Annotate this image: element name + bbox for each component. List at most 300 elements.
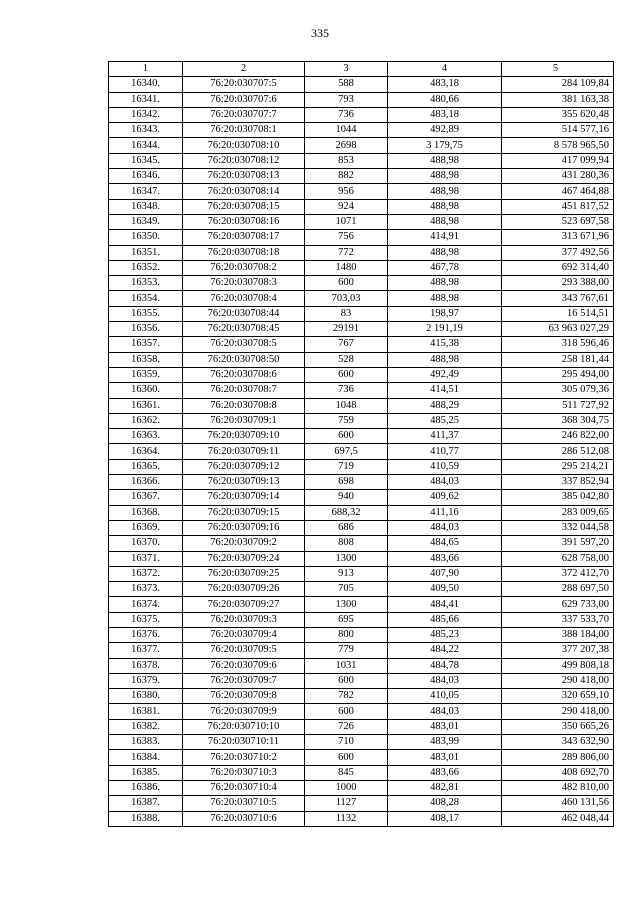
table-body	[109, 77, 614, 827]
row-number-cell: 16353.	[109, 276, 183, 291]
row-number-cell: 16362.	[109, 413, 183, 428]
area-cell: 1480	[305, 260, 388, 275]
cadastral-number-cell: 76:20:030709:1	[183, 413, 305, 428]
page-number: 335	[311, 26, 329, 40]
cadastral-number-cell: 76:20:030708:8	[183, 398, 305, 413]
value-cell: 332 044,58	[502, 520, 614, 535]
area-cell: 793	[305, 92, 388, 107]
value-cell: 343 767,61	[502, 291, 614, 306]
row-number-cell: 16341.	[109, 92, 183, 107]
value-cell: 258 181,44	[502, 352, 614, 367]
rate-cell: 492,89	[388, 123, 502, 138]
rate-cell: 488,98	[388, 199, 502, 214]
cadastral-number-cell: 76:20:030709:25	[183, 566, 305, 581]
cadastral-number-cell: 76:20:030708:50	[183, 352, 305, 367]
cadastral-number-cell: 76:20:030708:17	[183, 230, 305, 245]
rate-cell: 483,18	[388, 107, 502, 122]
rate-cell: 409,50	[388, 582, 502, 597]
area-cell: 1071	[305, 214, 388, 229]
table-row	[109, 704, 614, 719]
area-cell: 29191	[305, 322, 388, 337]
area-cell: 600	[305, 673, 388, 688]
value-cell: 290 418,00	[502, 704, 614, 719]
value-cell: 63 963 027,29	[502, 322, 614, 337]
rate-cell: 415,38	[388, 337, 502, 352]
cadastral-number-cell: 76:20:030709:6	[183, 658, 305, 673]
value-cell: 629 733,00	[502, 597, 614, 612]
rate-cell: 483,01	[388, 719, 502, 734]
value-cell: 288 697,50	[502, 582, 614, 597]
area-cell: 588	[305, 77, 388, 92]
area-cell: 600	[305, 276, 388, 291]
value-cell: 286 512,08	[502, 444, 614, 459]
value-cell: 355 620,48	[502, 107, 614, 122]
row-number-cell: 16378.	[109, 658, 183, 673]
row-number-cell: 16366.	[109, 475, 183, 490]
row-number-cell: 16368.	[109, 505, 183, 520]
row-number-cell: 16376.	[109, 627, 183, 642]
cadastral-number-cell: 76:20:030710:2	[183, 750, 305, 765]
area-cell: 772	[305, 245, 388, 260]
row-number-cell: 16375.	[109, 612, 183, 627]
value-cell: 305 079,36	[502, 383, 614, 398]
row-number-cell: 16388.	[109, 811, 183, 826]
row-number-cell: 16354.	[109, 291, 183, 306]
value-cell: 523 697,58	[502, 214, 614, 229]
table-row	[109, 459, 614, 474]
row-number-cell: 16369.	[109, 520, 183, 535]
table-row	[109, 505, 614, 520]
table-row	[109, 597, 614, 612]
cadastral-number-cell: 76:20:030709:2	[183, 536, 305, 551]
row-number-cell: 16342.	[109, 107, 183, 122]
table-row	[109, 796, 614, 811]
cadastral-number-cell: 76:20:030708:16	[183, 214, 305, 229]
rate-cell: 488,98	[388, 291, 502, 306]
rate-cell: 410,05	[388, 689, 502, 704]
rate-cell: 488,98	[388, 214, 502, 229]
rate-cell: 411,16	[388, 505, 502, 520]
cadastral-number-cell: 76:20:030709:7	[183, 673, 305, 688]
row-number-cell: 16355.	[109, 306, 183, 321]
cadastral-number-cell: 76:20:030708:45	[183, 322, 305, 337]
area-cell: 1031	[305, 658, 388, 673]
cadastral-number-cell: 76:20:030709:15	[183, 505, 305, 520]
table-row	[109, 475, 614, 490]
cadastral-number-cell: 76:20:030710:11	[183, 735, 305, 750]
value-cell: 16 514,51	[502, 306, 614, 321]
row-number-cell: 16357.	[109, 337, 183, 352]
value-cell: 628 758,00	[502, 551, 614, 566]
cadastral-number-cell: 76:20:030709:11	[183, 444, 305, 459]
cadastral-number-cell: 76:20:030708:12	[183, 153, 305, 168]
area-cell: 845	[305, 765, 388, 780]
rate-cell: 408,17	[388, 811, 502, 826]
row-number-cell: 16363.	[109, 429, 183, 444]
table-row	[109, 811, 614, 826]
area-cell: 600	[305, 750, 388, 765]
area-cell: 697,5	[305, 444, 388, 459]
rate-cell: 484,03	[388, 520, 502, 535]
area-cell: 710	[305, 735, 388, 750]
table-row	[109, 673, 614, 688]
area-cell: 913	[305, 566, 388, 581]
rate-cell: 483,66	[388, 765, 502, 780]
table-row	[109, 735, 614, 750]
cadastral-number-cell: 76:20:030708:1	[183, 123, 305, 138]
cadastral-number-cell: 76:20:030709:14	[183, 490, 305, 505]
cadastral-number-cell: 76:20:030709:10	[183, 429, 305, 444]
table-row	[109, 765, 614, 780]
row-number-cell: 16360.	[109, 383, 183, 398]
table-row	[109, 612, 614, 627]
value-cell: 377 207,38	[502, 643, 614, 658]
table-row	[109, 230, 614, 245]
area-cell: 736	[305, 383, 388, 398]
table-row	[109, 444, 614, 459]
area-cell: 726	[305, 719, 388, 734]
column-header: 4	[388, 62, 502, 77]
cadastral-number-cell: 76:20:030709:13	[183, 475, 305, 490]
cadastral-number-cell: 76:20:030708:13	[183, 169, 305, 184]
table-row	[109, 429, 614, 444]
cadastral-number-cell: 76:20:030709:8	[183, 689, 305, 704]
value-cell: 460 131,56	[502, 796, 614, 811]
area-cell: 1000	[305, 780, 388, 795]
value-cell: 467 464,88	[502, 184, 614, 199]
row-number-cell: 16351.	[109, 245, 183, 260]
rate-cell: 485,66	[388, 612, 502, 627]
table-row	[109, 367, 614, 382]
value-cell: 408 692,70	[502, 765, 614, 780]
value-cell: 385 042,80	[502, 490, 614, 505]
value-cell: 462 048,44	[502, 811, 614, 826]
table-row	[109, 199, 614, 214]
area-cell: 808	[305, 536, 388, 551]
row-number-cell: 16352.	[109, 260, 183, 275]
rate-cell: 488,98	[388, 352, 502, 367]
rate-cell: 488,98	[388, 245, 502, 260]
table-row	[109, 214, 614, 229]
cadastral-number-cell: 76:20:030708:3	[183, 276, 305, 291]
row-number-cell: 16377.	[109, 643, 183, 658]
value-cell: 499 808,18	[502, 658, 614, 673]
area-cell: 924	[305, 199, 388, 214]
area-cell: 759	[305, 413, 388, 428]
row-number-cell: 16387.	[109, 796, 183, 811]
area-cell: 756	[305, 230, 388, 245]
table-row	[109, 551, 614, 566]
column-header: 3	[305, 62, 388, 77]
area-cell: 83	[305, 306, 388, 321]
cadastral-number-cell: 76:20:030709:3	[183, 612, 305, 627]
cadastral-number-cell: 76:20:030709:16	[183, 520, 305, 535]
table-row	[109, 123, 614, 138]
area-cell: 688,32	[305, 505, 388, 520]
rate-cell: 488,29	[388, 398, 502, 413]
area-cell: 528	[305, 352, 388, 367]
area-cell: 1044	[305, 123, 388, 138]
table-row	[109, 184, 614, 199]
cadastral-number-cell: 76:20:030709:4	[183, 627, 305, 642]
cadastral-number-cell: 76:20:030710:3	[183, 765, 305, 780]
table-row	[109, 627, 614, 642]
area-cell: 719	[305, 459, 388, 474]
rate-cell: 484,03	[388, 673, 502, 688]
value-cell: 289 806,00	[502, 750, 614, 765]
value-cell: 313 671,96	[502, 230, 614, 245]
area-cell: 767	[305, 337, 388, 352]
rate-cell: 484,78	[388, 658, 502, 673]
rate-cell: 410,59	[388, 459, 502, 474]
row-number-cell: 16386.	[109, 780, 183, 795]
value-cell: 350 665,26	[502, 719, 614, 734]
table-row	[109, 245, 614, 260]
table-row	[109, 658, 614, 673]
value-cell: 451 817,52	[502, 199, 614, 214]
value-cell: 284 109,84	[502, 77, 614, 92]
row-number-cell: 16382.	[109, 719, 183, 734]
value-cell: 293 388,00	[502, 276, 614, 291]
rate-cell: 198,97	[388, 306, 502, 321]
cadastral-number-cell: 76:20:030709:9	[183, 704, 305, 719]
table-row	[109, 520, 614, 535]
cadastral-number-cell: 76:20:030708:7	[183, 383, 305, 398]
table-row	[109, 92, 614, 107]
column-header: 2	[183, 62, 305, 77]
table-row	[109, 689, 614, 704]
cadastral-number-cell: 76:20:030707:7	[183, 107, 305, 122]
row-number-cell: 16379.	[109, 673, 183, 688]
cadastral-number-cell: 76:20:030708:44	[183, 306, 305, 321]
value-cell: 320 659,10	[502, 689, 614, 704]
area-cell: 600	[305, 429, 388, 444]
area-cell: 600	[305, 367, 388, 382]
row-number-cell: 16365.	[109, 459, 183, 474]
rate-cell: 483,66	[388, 551, 502, 566]
row-number-cell: 16361.	[109, 398, 183, 413]
cadastral-number-cell: 76:20:030708:2	[183, 260, 305, 275]
cadastral-number-cell: 76:20:030708:10	[183, 138, 305, 153]
value-cell: 514 577,16	[502, 123, 614, 138]
value-cell: 295 494,00	[502, 367, 614, 382]
column-header: 1	[109, 62, 183, 77]
row-number-cell: 16374.	[109, 597, 183, 612]
rate-cell: 407,90	[388, 566, 502, 581]
value-cell: 381 163,38	[502, 92, 614, 107]
value-cell: 368 304,75	[502, 413, 614, 428]
rate-cell: 414,51	[388, 383, 502, 398]
row-number-cell: 16350.	[109, 230, 183, 245]
area-cell: 703,03	[305, 291, 388, 306]
value-cell: 377 492,56	[502, 245, 614, 260]
cadastral-number-cell: 76:20:030708:5	[183, 337, 305, 352]
rate-cell: 483,18	[388, 77, 502, 92]
row-number-cell: 16343.	[109, 123, 183, 138]
row-number-cell: 16344.	[109, 138, 183, 153]
value-cell: 388 184,00	[502, 627, 614, 642]
rate-cell: 483,01	[388, 750, 502, 765]
row-number-cell: 16367.	[109, 490, 183, 505]
area-cell: 882	[305, 169, 388, 184]
rate-cell: 467,78	[388, 260, 502, 275]
cadastral-number-cell: 76:20:030708:18	[183, 245, 305, 260]
value-cell: 246 822,00	[502, 429, 614, 444]
area-cell: 695	[305, 612, 388, 627]
area-cell: 1048	[305, 398, 388, 413]
row-number-cell: 16383.	[109, 735, 183, 750]
table-row	[109, 383, 614, 398]
area-cell: 686	[305, 520, 388, 535]
table-row	[109, 138, 614, 153]
cadastral-number-cell: 76:20:030710:4	[183, 780, 305, 795]
rate-cell: 484,65	[388, 536, 502, 551]
row-number-cell: 16384.	[109, 750, 183, 765]
table-row	[109, 169, 614, 184]
cadastral-number-cell: 76:20:030708:6	[183, 367, 305, 382]
cadastral-number-cell: 76:20:030709:26	[183, 582, 305, 597]
cadastral-number-cell: 76:20:030710:5	[183, 796, 305, 811]
table-row	[109, 750, 614, 765]
cadastral-number-cell: 76:20:030709:24	[183, 551, 305, 566]
cadastral-number-cell: 76:20:030710:10	[183, 719, 305, 734]
table-row	[109, 352, 614, 367]
rate-cell: 485,25	[388, 413, 502, 428]
area-cell: 705	[305, 582, 388, 597]
land-register-table	[108, 61, 614, 827]
value-cell: 295 214,21	[502, 459, 614, 474]
value-cell: 431 280,36	[502, 169, 614, 184]
table-row	[109, 719, 614, 734]
rate-cell: 409,62	[388, 490, 502, 505]
value-cell: 337 852,94	[502, 475, 614, 490]
cadastral-number-cell: 76:20:030709:12	[183, 459, 305, 474]
table-row	[109, 566, 614, 581]
area-cell: 736	[305, 107, 388, 122]
rate-cell: 483,99	[388, 735, 502, 750]
row-number-cell: 16371.	[109, 551, 183, 566]
row-number-cell: 16349.	[109, 214, 183, 229]
rate-cell: 482,81	[388, 780, 502, 795]
table-row	[109, 536, 614, 551]
area-cell: 698	[305, 475, 388, 490]
column-header: 5	[502, 62, 614, 77]
table-row	[109, 337, 614, 352]
area-cell: 1300	[305, 551, 388, 566]
table-row	[109, 107, 614, 122]
value-cell: 8 578 965,50	[502, 138, 614, 153]
rate-cell: 408,28	[388, 796, 502, 811]
value-cell: 318 596,46	[502, 337, 614, 352]
table-row	[109, 643, 614, 658]
value-cell: 391 597,20	[502, 536, 614, 551]
table-row	[109, 490, 614, 505]
rate-cell: 410,77	[388, 444, 502, 459]
row-number-cell: 16340.	[109, 77, 183, 92]
area-cell: 2698	[305, 138, 388, 153]
area-cell: 600	[305, 704, 388, 719]
cadastral-number-cell: 76:20:030709:5	[183, 643, 305, 658]
value-cell: 283 009,65	[502, 505, 614, 520]
rate-cell: 480,66	[388, 92, 502, 107]
row-number-cell: 16364.	[109, 444, 183, 459]
area-cell: 779	[305, 643, 388, 658]
table-row	[109, 398, 614, 413]
row-number-cell: 16372.	[109, 566, 183, 581]
rate-cell: 488,98	[388, 184, 502, 199]
row-number-cell: 16345.	[109, 153, 183, 168]
table-row	[109, 306, 614, 321]
rate-cell: 2 191,19	[388, 322, 502, 337]
table-row	[109, 291, 614, 306]
value-cell: 290 418,00	[502, 673, 614, 688]
area-cell: 956	[305, 184, 388, 199]
rate-cell: 484,41	[388, 597, 502, 612]
cadastral-number-cell: 76:20:030709:27	[183, 597, 305, 612]
rate-cell: 488,98	[388, 153, 502, 168]
table-row	[109, 582, 614, 597]
value-cell: 511 727,92	[502, 398, 614, 413]
area-cell: 853	[305, 153, 388, 168]
value-cell: 692 314,40	[502, 260, 614, 275]
row-number-cell: 16356.	[109, 322, 183, 337]
rate-cell: 484,03	[388, 475, 502, 490]
rate-cell: 3 179,75	[388, 138, 502, 153]
row-number-cell: 16380.	[109, 689, 183, 704]
row-number-cell: 16381.	[109, 704, 183, 719]
area-cell: 940	[305, 490, 388, 505]
table-row	[109, 153, 614, 168]
cadastral-number-cell: 76:20:030710:6	[183, 811, 305, 826]
row-number-cell: 16359.	[109, 367, 183, 382]
row-number-cell: 16347.	[109, 184, 183, 199]
rate-cell: 484,22	[388, 643, 502, 658]
area-cell: 782	[305, 689, 388, 704]
row-number-cell: 16373.	[109, 582, 183, 597]
cadastral-number-cell: 76:20:030708:15	[183, 199, 305, 214]
value-cell: 372 412,70	[502, 566, 614, 581]
row-number-cell: 16358.	[109, 352, 183, 367]
table-row	[109, 780, 614, 795]
rate-cell: 492,49	[388, 367, 502, 382]
table-row	[109, 322, 614, 337]
value-cell: 482 810,00	[502, 780, 614, 795]
table-row	[109, 276, 614, 291]
column-number-row	[109, 62, 614, 77]
value-cell: 337 533,70	[502, 612, 614, 627]
row-number-cell: 16385.	[109, 765, 183, 780]
row-number-cell: 16370.	[109, 536, 183, 551]
table-row	[109, 77, 614, 92]
cadastral-number-cell: 76:20:030707:6	[183, 92, 305, 107]
value-cell: 417 099,94	[502, 153, 614, 168]
cadastral-number-cell: 76:20:030708:4	[183, 291, 305, 306]
rate-cell: 484,03	[388, 704, 502, 719]
rate-cell: 411,37	[388, 429, 502, 444]
row-number-cell: 16346.	[109, 169, 183, 184]
area-cell: 1132	[305, 811, 388, 826]
cadastral-number-cell: 76:20:030708:14	[183, 184, 305, 199]
table-row	[109, 260, 614, 275]
row-number-cell: 16348.	[109, 199, 183, 214]
rate-cell: 414,91	[388, 230, 502, 245]
area-cell: 800	[305, 627, 388, 642]
rate-cell: 485,23	[388, 627, 502, 642]
area-cell: 1300	[305, 597, 388, 612]
cadastral-number-cell: 76:20:030707:5	[183, 77, 305, 92]
table-row	[109, 413, 614, 428]
area-cell: 1127	[305, 796, 388, 811]
